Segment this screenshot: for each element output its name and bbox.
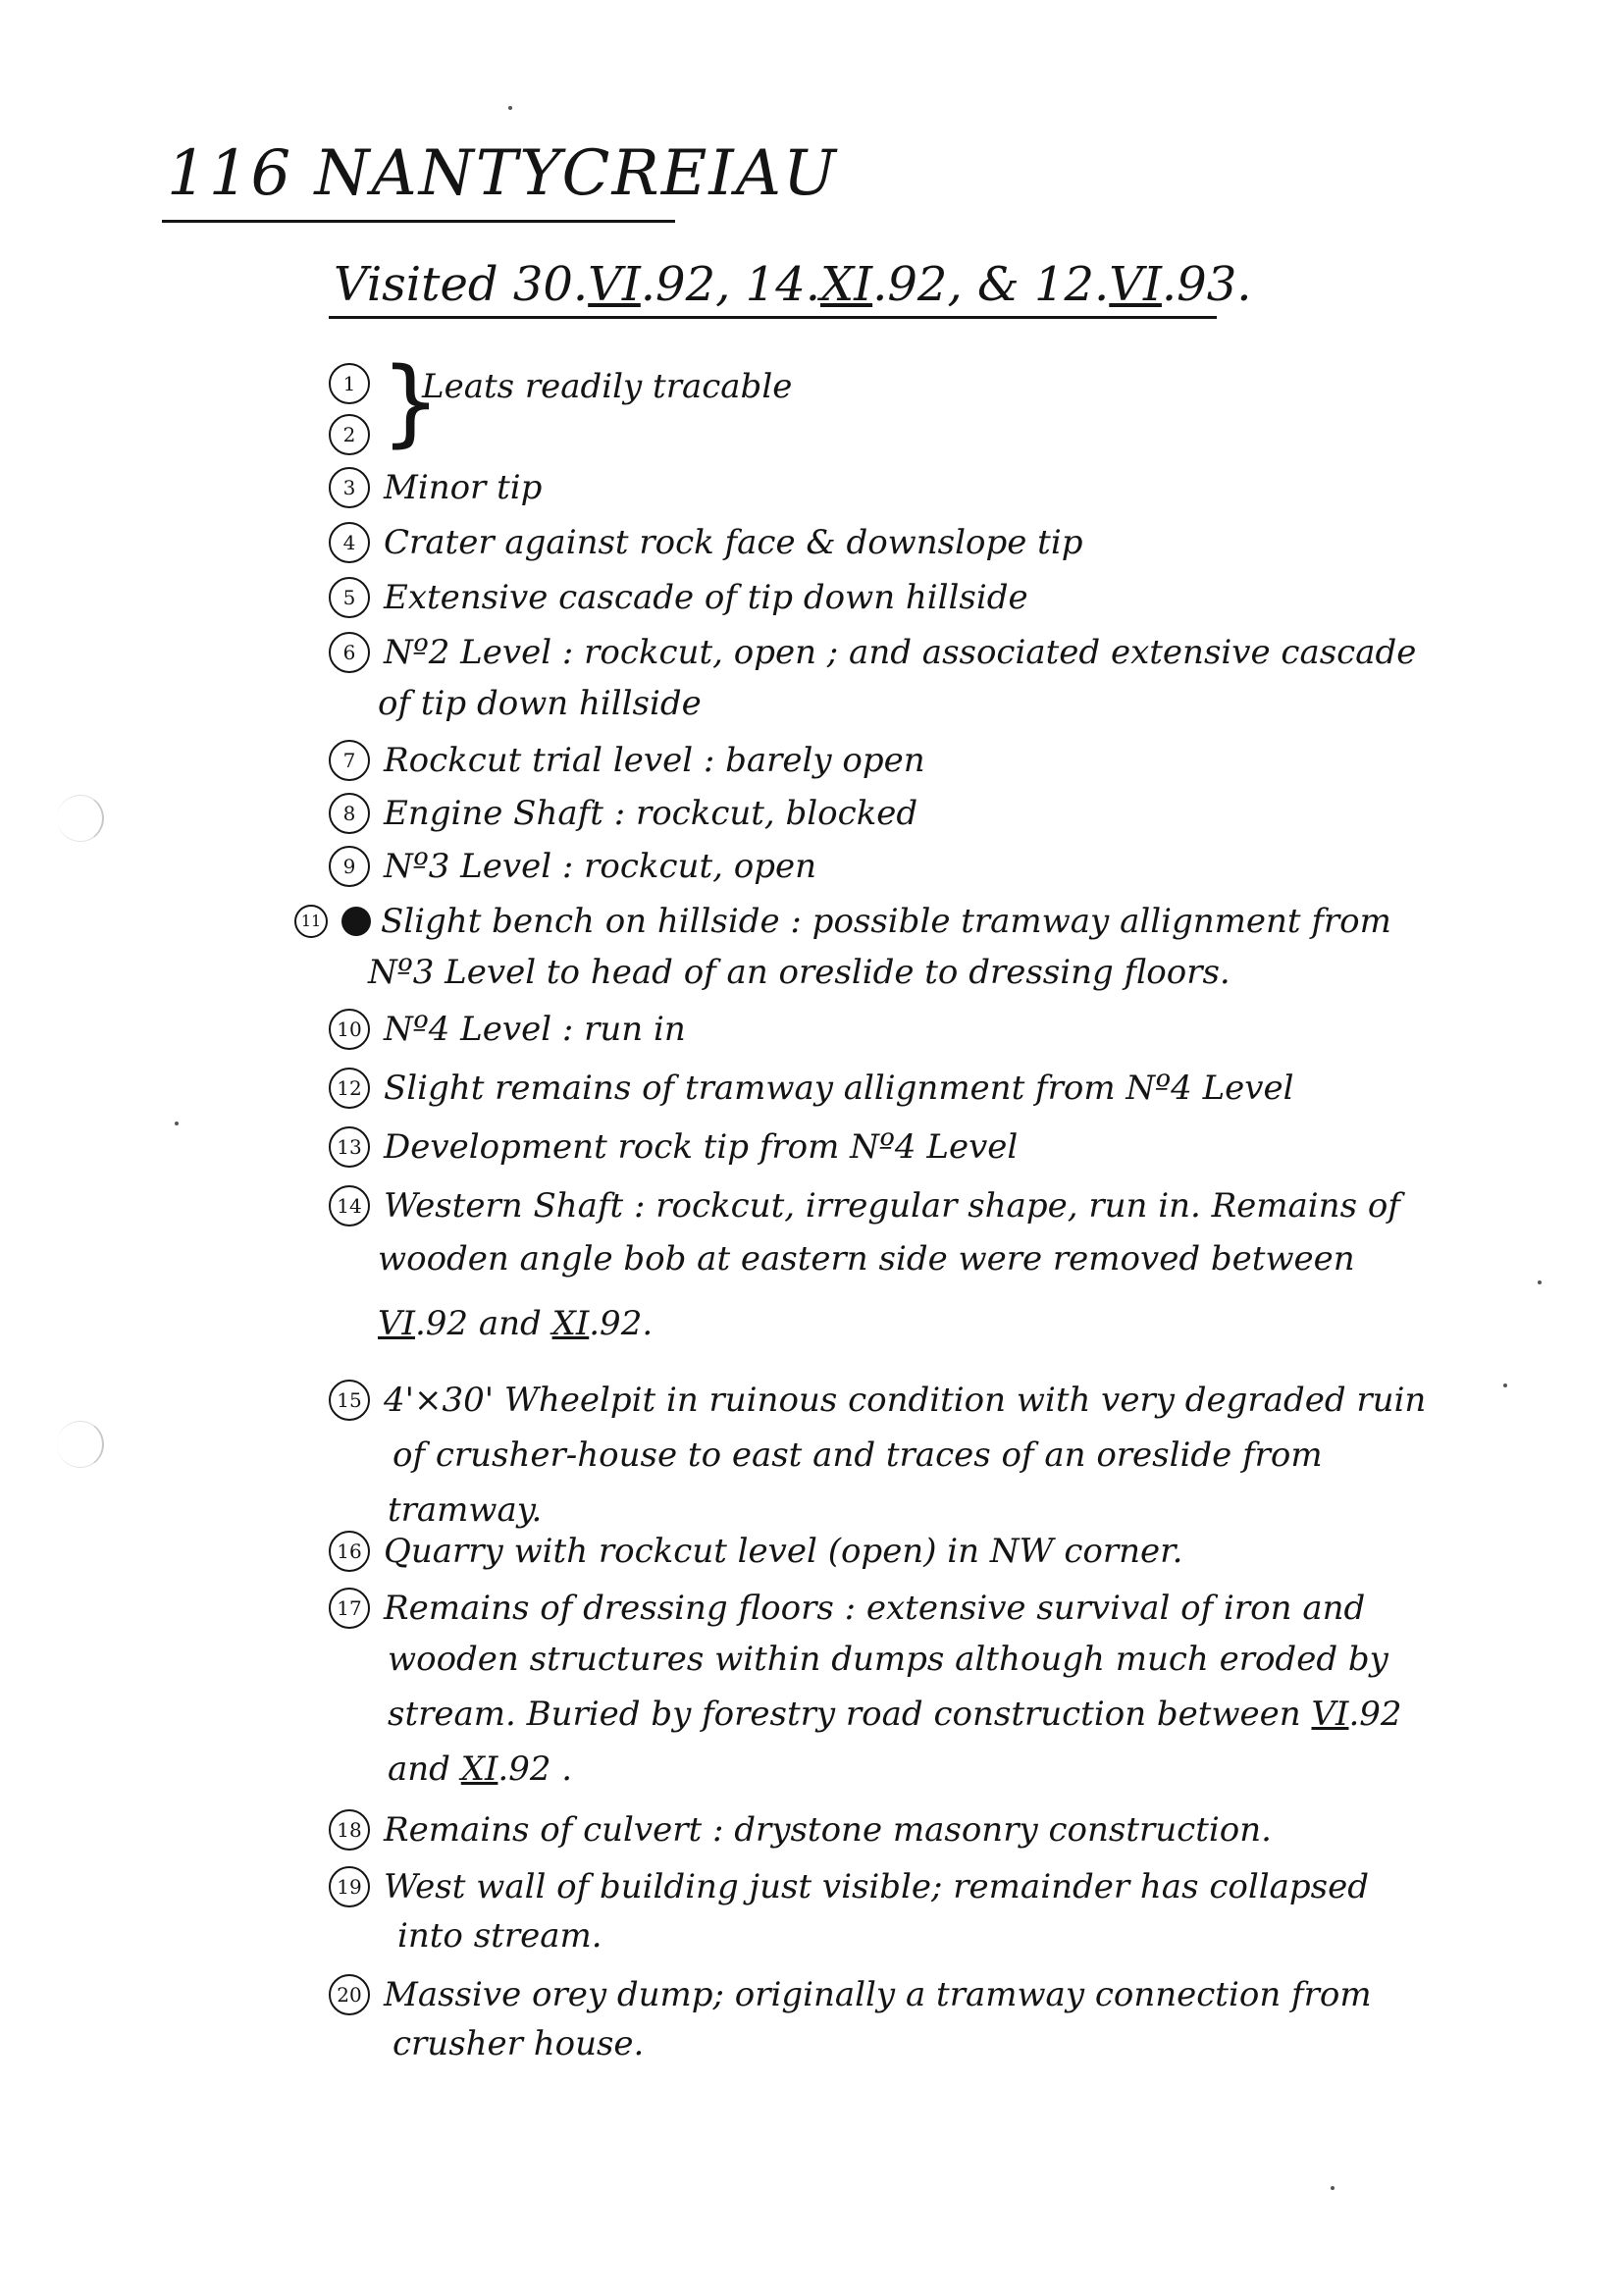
scan-speck — [1331, 2186, 1335, 2190]
note-entry-1-2-text: Leats readily tracable — [422, 367, 793, 406]
note-entry-14-continuation-2: VI.92 and XI.92. — [378, 1304, 654, 1343]
note-entry-17-continuation-1: wooden structures within dumps although much eroded by — [388, 1640, 1388, 1679]
note-entry-20: 20 Massive orey dump; originally a tramway connection from — [329, 1966, 1372, 2021]
entry-number: 2 — [329, 414, 370, 455]
note-entry-19-continuation: into stream. — [397, 1916, 602, 1956]
page-title: 116 NANTYCREIAU — [167, 137, 838, 210]
note-entry-19: 19 West wall of building just visible; remainder has collapsed — [329, 1858, 1369, 1913]
note-entry-14: 14 Western Shaft : rockcut, irregular shape, run in. Remains of — [329, 1177, 1400, 1232]
punch-hole-mark — [57, 1421, 104, 1468]
note-entry-1 — [329, 355, 384, 408]
scribbled-out-number-icon — [341, 907, 371, 936]
note-entry-7: 7 Rockcut trial level : barely open — [329, 732, 925, 787]
note-entry-8: 8 Engine Shaft : rockcut, blocked — [329, 785, 917, 840]
note-entry-12: 12 Slight remains of tramway allignment from Nº4 Level — [329, 1060, 1293, 1115]
note-entry-4: 4 Crater against rock face & downslope tip — [329, 514, 1082, 569]
entry-number: 1 — [329, 363, 370, 404]
scan-speck — [1538, 1280, 1542, 1284]
note-entry-9: 9 Nº3 Level : rockcut, open — [329, 838, 816, 893]
brace-icon: } — [381, 347, 442, 457]
note-entry-18: 18 Remains of culvert : drystone masonry construction. — [329, 1801, 1272, 1856]
note-entry-3: 3 Minor tip — [329, 459, 542, 514]
scan-speck — [508, 106, 512, 110]
note-entry-17-continuation-2: stream. Buried by forestry road construction between VI.92 — [388, 1695, 1402, 1734]
title-underline — [162, 220, 675, 223]
scan-speck — [1503, 1383, 1507, 1387]
note-entry-15-continuation-2: tramway. — [388, 1490, 543, 1530]
note-entry-6-continuation: of tip down hillside — [378, 684, 702, 723]
note-entry-14-continuation-1: wooden angle bob at eastern side were removed between — [378, 1239, 1355, 1278]
note-entry-5: 5 Extensive cascade of tip down hillside — [329, 569, 1028, 624]
note-entry-17: 17 Remains of dressing floors : extensive survival of iron and — [329, 1580, 1365, 1635]
note-entry-11-continuation: Nº3 Level to head of an oreslide to dressing floors. — [368, 953, 1230, 992]
note-entry-15: 15 4'×30' Wheelpit in ruinous condition with very degraded ruin — [329, 1372, 1426, 1427]
note-entry-11: 11 Slight bench on hillside : possible tramway allignment from — [294, 893, 1391, 948]
note-entry-13: 13 Development rock tip from Nº4 Level — [329, 1119, 1018, 1174]
note-entry-2 — [329, 406, 384, 459]
scan-speck — [175, 1122, 179, 1125]
visit-dates: Visited 30.VI.92, 14.XI.92, & 12.VI.93. — [334, 257, 1252, 312]
note-entry-15-continuation-1: of crusher-house to east and traces of an oreslide from — [393, 1435, 1323, 1475]
note-entry-17-continuation-3: and XI.92 . — [388, 1749, 573, 1789]
visit-dates-underline — [329, 316, 1217, 319]
note-entry-10: 10 Nº4 Level : run in — [329, 1001, 686, 1056]
note-entry-6: 6 Nº2 Level : rockcut, open ; and associated extensive cascade — [329, 624, 1416, 679]
punch-hole-mark — [57, 795, 104, 842]
note-entry-20-continuation: crusher house. — [393, 2024, 645, 2063]
note-entry-16: 16 Quarry with rockcut level (open) in NW corner. — [329, 1523, 1182, 1578]
